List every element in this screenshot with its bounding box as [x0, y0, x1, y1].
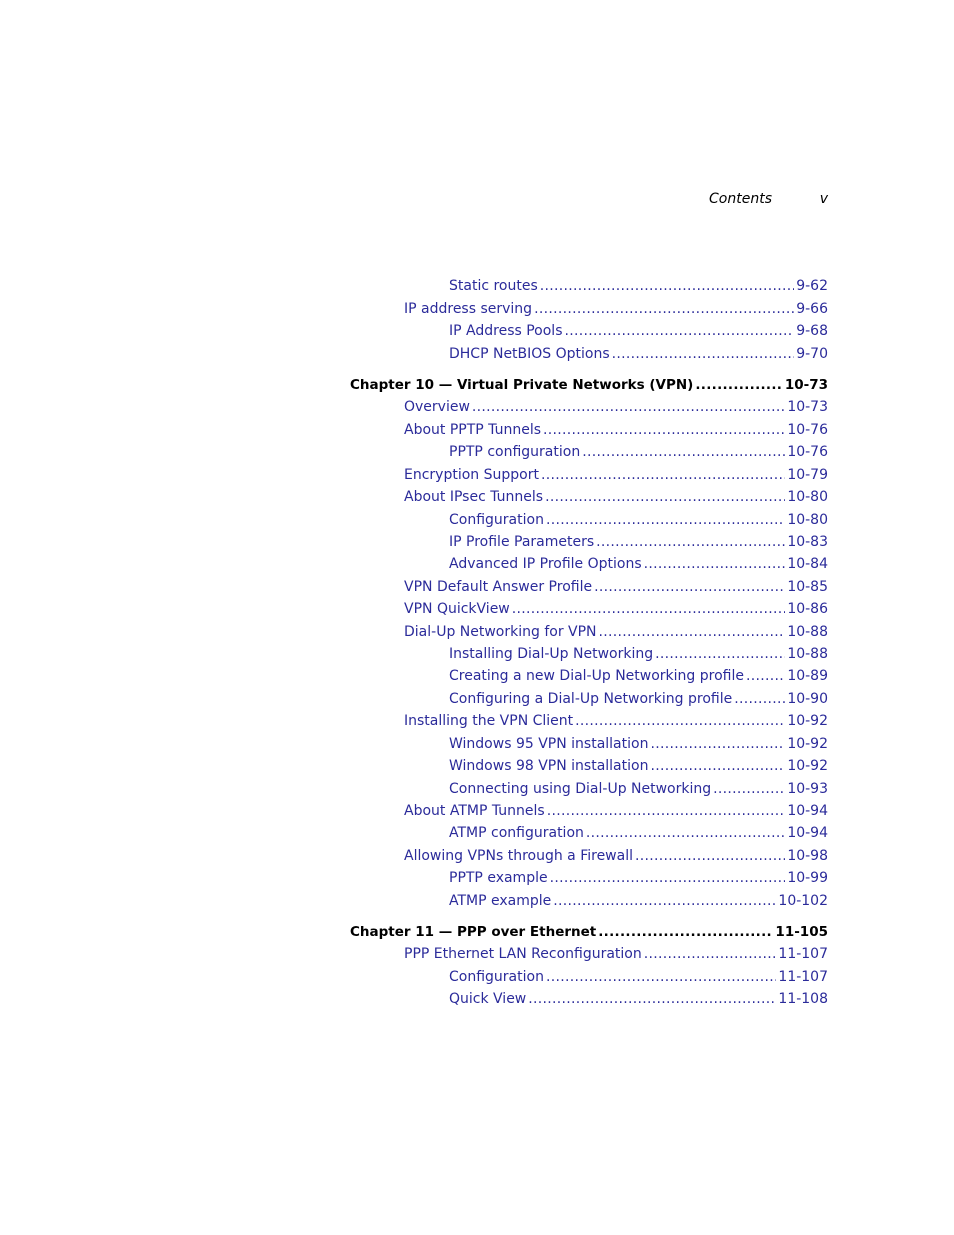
- toc-entry-title: About ATMP Tunnels: [404, 803, 545, 819]
- toc-entry-pppoe-configuration[interactable]: [449, 966, 828, 986]
- dot-leader: [598, 923, 773, 941]
- toc-entry-title: About PPTP Tunnels: [404, 422, 542, 438]
- toc-entry-atmp-configuration[interactable]: [449, 822, 828, 842]
- toc-entry-page: 10-89: [787, 668, 828, 684]
- toc-entry-title: About IPsec Tunnels: [404, 489, 544, 505]
- toc-entry-installing-vpn-client[interactable]: [404, 710, 828, 730]
- toc-entry-creating-dial-up-profile[interactable]: [449, 665, 828, 685]
- toc-entry-pptp-example[interactable]: [449, 867, 828, 887]
- toc-entry-page: 10-79: [787, 467, 828, 483]
- toc-entry-title: VPN Default Answer Profile: [404, 579, 593, 595]
- toc-entry-vpn-quickview[interactable]: [404, 598, 828, 618]
- toc-entry-advanced-ip-profile-options[interactable]: [449, 553, 828, 573]
- toc-entry-dhcp-netbios-options[interactable]: [449, 343, 828, 363]
- dot-leader: [541, 466, 785, 484]
- dot-leader: [650, 757, 785, 775]
- toc-entry-page: 10-80: [787, 512, 828, 528]
- toc-entry-about-atmp-tunnels[interactable]: [404, 800, 828, 820]
- toc-entry-page: 10-83: [787, 534, 828, 550]
- toc-entry-encryption-support[interactable]: [404, 464, 828, 484]
- toc-entry-page: 10-76: [787, 422, 828, 438]
- dot-leader: [547, 802, 786, 820]
- dot-leader: [594, 578, 785, 596]
- toc-entry-about-ipsec-tunnels[interactable]: [404, 486, 828, 506]
- toc-entry-title: IP address serving: [404, 301, 533, 317]
- dot-leader: [586, 824, 785, 842]
- toc-entry-page: 10-98: [787, 848, 828, 864]
- toc-entry-overview[interactable]: [404, 396, 828, 416]
- dot-leader: [644, 555, 786, 573]
- toc-entry-connecting-using-dial-up[interactable]: [449, 778, 828, 798]
- toc-entry-page: 10-84: [787, 556, 828, 572]
- toc-entry-configuring-dial-up-profile[interactable]: [449, 688, 828, 708]
- toc-entry-title: DHCP NetBIOS Options: [449, 346, 610, 362]
- toc-entry-ip-address-pools[interactable]: [449, 320, 828, 340]
- toc-entry-static-routes[interactable]: [449, 275, 828, 295]
- toc-entry-page: 9-62: [796, 278, 828, 294]
- toc-chapter-title: Chapter 10 — Virtual Private Networks (VPN): [350, 377, 694, 393]
- toc-entry-page: 10-73: [787, 399, 828, 415]
- toc-entry-dial-up-networking-for-vpn[interactable]: [404, 621, 828, 641]
- toc-entry-ip-profile-parameters[interactable]: [449, 531, 828, 551]
- toc-chapter-title: Chapter 11 — PPP over Ethernet: [350, 924, 597, 940]
- toc-entry-title: VPN QuickView: [404, 601, 510, 617]
- dot-leader: [695, 376, 782, 394]
- toc-entry-page: 10-80: [787, 489, 828, 505]
- toc-entry-title: Configuring a Dial-Up Networking profile: [449, 691, 733, 707]
- toc-entry-page: 9-66: [796, 301, 828, 317]
- dot-leader: [650, 735, 785, 753]
- toc-entry-title: Creating a new Dial-Up Networking profile: [449, 668, 744, 684]
- toc-entry-title: Windows 98 VPN installation: [449, 758, 649, 774]
- toc-entry-page: 11-108: [778, 991, 828, 1007]
- toc-entry-ip-address-serving[interactable]: [404, 298, 828, 318]
- toc-entry-quick-view[interactable]: [449, 988, 828, 1008]
- dot-leader: [655, 645, 785, 663]
- toc-entry-title: IP Profile Parameters: [449, 534, 595, 550]
- toc-entry-vpn-default-answer-profile[interactable]: [404, 576, 828, 596]
- dot-leader: [553, 892, 776, 910]
- dot-leader: [575, 712, 785, 730]
- toc-entry-title: Overview: [404, 399, 470, 415]
- toc-entry-title: Windows 95 VPN installation: [449, 736, 649, 752]
- dot-leader: [582, 443, 785, 461]
- dot-leader: [540, 277, 794, 295]
- toc-entry-allowing-vpns-through-firewall[interactable]: [404, 845, 828, 865]
- dot-leader: [734, 690, 785, 708]
- table-of-contents: [350, 0, 828, 1235]
- toc-entry-page: 9-68: [796, 323, 828, 339]
- toc-chapter-page: 11-105: [775, 924, 828, 940]
- toc-entry-windows-95-vpn-installation[interactable]: [449, 733, 828, 753]
- toc-entry-title: Connecting using Dial-Up Networking: [449, 781, 712, 797]
- toc-entry-title: ATMP configuration: [449, 825, 584, 841]
- toc-entry-atmp-example[interactable]: [449, 890, 828, 910]
- toc-entry-page: 9-70: [796, 346, 828, 362]
- toc-entry-title: PPTP configuration: [449, 444, 581, 460]
- dot-leader: [599, 623, 786, 641]
- toc-entry-windows-98-vpn-installation[interactable]: [449, 755, 828, 775]
- toc-entry-page: 10-76: [787, 444, 828, 460]
- dot-leader: [543, 421, 785, 439]
- toc-entry-page: 10-86: [787, 601, 828, 617]
- toc-entry-page: 10-99: [787, 870, 828, 886]
- toc-entry-title: Allowing VPNs through a Firewall: [404, 848, 633, 864]
- dot-leader: [546, 968, 776, 986]
- toc-entry-page: 10-90: [787, 691, 828, 707]
- toc-entry-title: Advanced IP Profile Options: [449, 556, 642, 572]
- toc-entry-title: Installing the VPN Client: [404, 713, 574, 729]
- toc-entry-page: 10-92: [787, 736, 828, 752]
- toc-entry-installing-dial-up-networking[interactable]: [449, 643, 828, 663]
- toc-entry-pptp-configuration[interactable]: [449, 441, 828, 461]
- dot-leader: [472, 398, 785, 416]
- running-header-section: Contents: [709, 191, 772, 207]
- toc-entry-page: 10-88: [787, 624, 828, 640]
- toc-entry-page: 10-94: [787, 825, 828, 841]
- toc-entry-title: Encryption Support: [404, 467, 539, 483]
- running-header-page-number: v: [819, 191, 828, 207]
- toc-entry-title: PPP Ethernet LAN Reconfiguration: [404, 946, 642, 962]
- dot-leader: [534, 300, 794, 318]
- toc-entry-title: Configuration: [449, 512, 544, 528]
- toc-entry-title: Configuration: [449, 969, 544, 985]
- toc-entry-about-pptp-tunnels[interactable]: [404, 419, 828, 439]
- dot-leader: [528, 990, 776, 1008]
- toc-chapter-10[interactable]: [350, 374, 828, 394]
- dot-leader: [545, 488, 785, 506]
- toc-entry-title: Quick View: [449, 991, 527, 1007]
- dot-leader: [635, 847, 785, 865]
- toc-entry-page: 10-92: [787, 758, 828, 774]
- dot-leader: [596, 533, 785, 551]
- toc-entry-page: 10-93: [787, 781, 828, 797]
- toc-entry-page: 10-102: [778, 893, 828, 909]
- toc-chapter-page: 10-73: [784, 377, 828, 393]
- toc-entry-title: IP Address Pools: [449, 323, 563, 339]
- toc-entry-ppp-ethernet-lan-reconfiguration[interactable]: [404, 943, 828, 963]
- dot-leader: [713, 780, 785, 798]
- dot-leader: [546, 511, 785, 529]
- toc-entry-title: PPTP example: [449, 870, 548, 886]
- dot-leader: [612, 345, 795, 363]
- toc-entry-title: Dial-Up Networking for VPN: [404, 624, 597, 640]
- dot-leader: [564, 322, 794, 340]
- toc-chapter-11[interactable]: [350, 921, 828, 941]
- dot-leader: [746, 667, 785, 685]
- toc-entry-page: 10-88: [787, 646, 828, 662]
- toc-entry-ipsec-configuration[interactable]: [449, 509, 828, 529]
- toc-entry-page: 10-94: [787, 803, 828, 819]
- toc-entry-title: ATMP example: [449, 893, 552, 909]
- toc-entry-title: Static routes: [449, 278, 538, 294]
- dot-leader: [644, 945, 777, 963]
- dot-leader: [512, 600, 786, 618]
- toc-entry-title: Installing Dial-Up Networking: [449, 646, 654, 662]
- toc-entry-page: 11-107: [778, 969, 828, 985]
- toc-entry-page: 10-92: [787, 713, 828, 729]
- dot-leader: [550, 869, 786, 887]
- toc-entry-page: 11-107: [778, 946, 828, 962]
- toc-entry-page: 10-85: [787, 579, 828, 595]
